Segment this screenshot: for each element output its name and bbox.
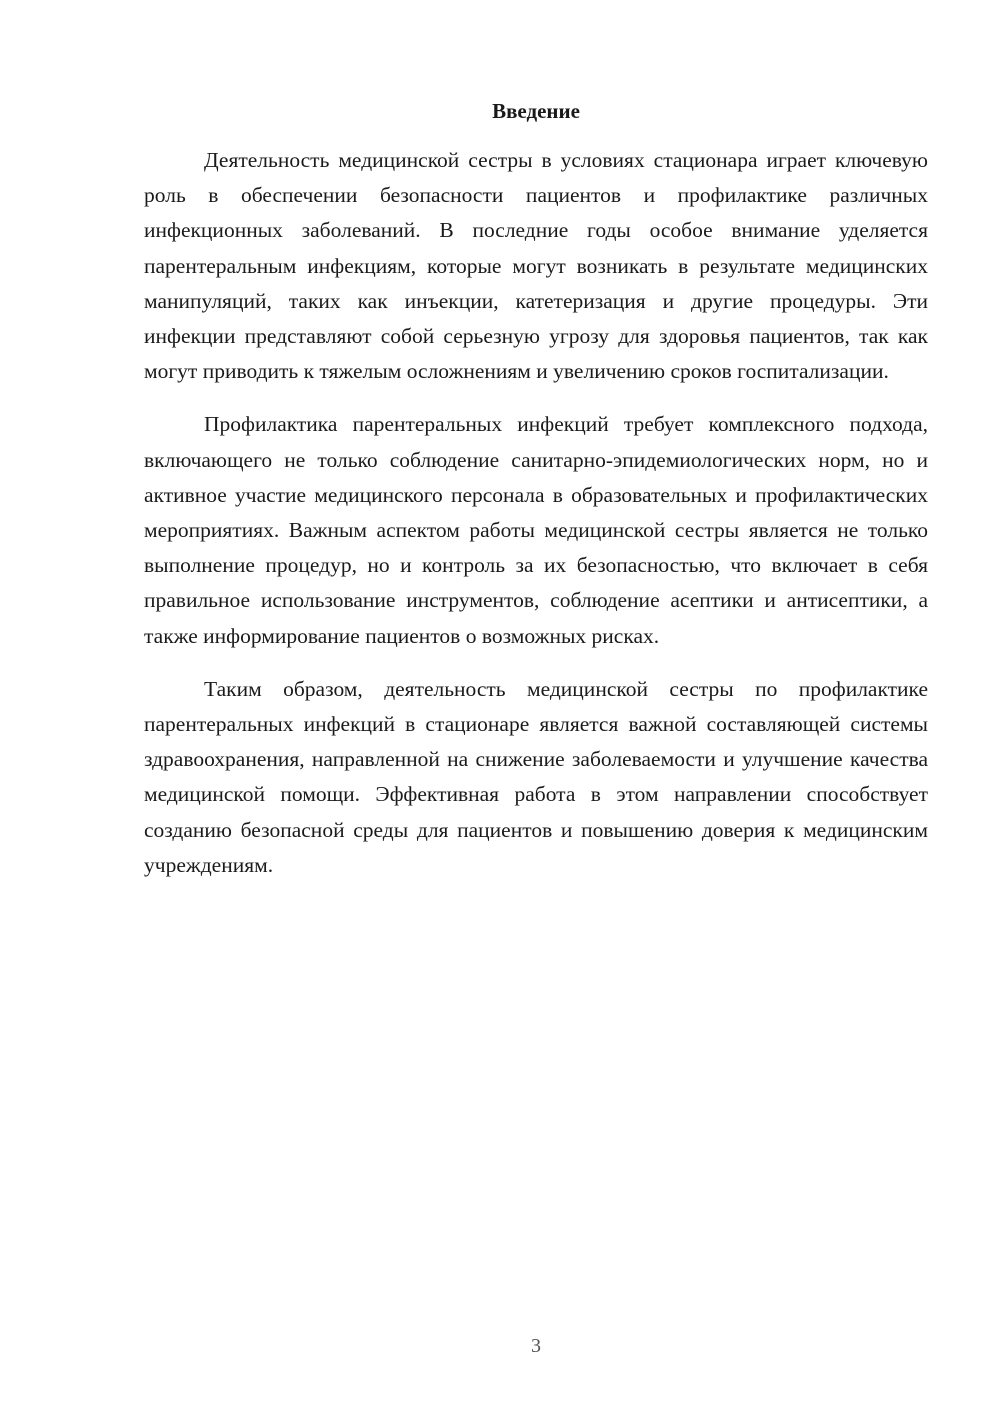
paragraph-1: Деятельность медицинской сестры в условиях стационара играет ключевую роль в обеспечении безопасности пациентов и профилактике различных инфекционных заболеваний. В последние годы особое внимание уделяется парентеральным инфекциям, которые могут возникать в результате медицинских манипуляций, таких как инъекции, катетеризация и другие процедуры. Эти инфекции представляют собой серьезную угрозу для здоровья пациентов, так как могут приводить к тяжелым осложнениям и увеличению сроков госпитализации. [144, 148, 928, 384]
body-text [144, 143, 928, 901]
section-heading: Введение [492, 99, 580, 123]
paragraph-2: Профилактика парентеральных инфекций требует комплексного подхода, включающего не только соблюдение санитарно-эпидемиологических норм, но и активное участие медицинского персонала в образовательных и профилактических мероприятиях. Важным аспектом работы медицинской сестры является не только выполнение процедур, но и контроль за их безопасностью, что включает в себя правильное использование инструментов, соблюдение асептики и антисептики, а также информирование пациентов о возможных рисках. [144, 412, 928, 648]
paragraph-3: Таким образом, деятельность медицинской сестры по профилактике парентеральных инфекций в стационаре является важной составляющей системы здравоохранения, направленной на снижение заболеваемости и улучшение качества медицинской помощи. Эффективная работа в этом направлении способствует созданию безопасной среды для пациентов и повышению доверия к медицинским учреждениям. [144, 676, 928, 877]
page-number: 3 [531, 1335, 541, 1357]
